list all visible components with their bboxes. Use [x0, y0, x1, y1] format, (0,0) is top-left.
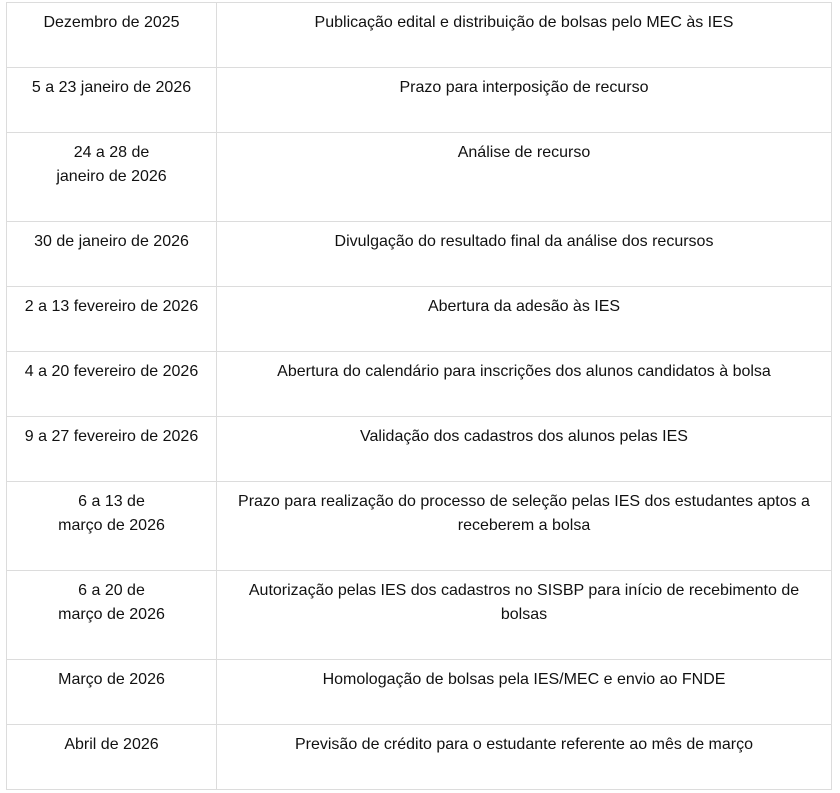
table-row — [7, 571, 832, 660]
description-text: Análise de recurso — [457, 144, 591, 161]
date-text: 5 a 23 janeiro de 2026 — [31, 79, 192, 96]
date-cell — [7, 222, 217, 287]
description-cell — [217, 222, 832, 287]
date-cell — [7, 3, 217, 68]
date-text: Dezembro de 2025 — [43, 14, 180, 31]
table-row — [7, 482, 832, 571]
table-row — [7, 3, 832, 68]
description-cell — [217, 3, 832, 68]
table-row — [7, 287, 832, 352]
description-cell — [217, 68, 832, 133]
description-text: Validação dos cadastros dos alunos pelas IES — [360, 428, 688, 445]
date-cell — [7, 571, 217, 660]
date-text: 30 de janeiro de 2026 — [34, 233, 189, 250]
table-row — [7, 222, 832, 287]
description-cell — [217, 417, 832, 482]
date-text: 4 a 20 fevereiro de 2026 — [24, 363, 199, 380]
description-text: Publicação edital e distribuição de bolsas pelo MEC às IES — [314, 14, 734, 31]
date-text: 24 a 28 de janeiro de 2026 — [56, 144, 167, 185]
date-cell — [7, 287, 217, 352]
date-cell — [7, 725, 217, 790]
description-cell — [217, 725, 832, 790]
date-text: Abril de 2026 — [64, 736, 159, 753]
table-row — [7, 417, 832, 482]
date-cell — [7, 352, 217, 417]
table-row — [7, 133, 832, 222]
date-cell — [7, 660, 217, 725]
date-text: 2 a 13 fevereiro de 2026 — [24, 298, 199, 315]
description-cell — [217, 660, 832, 725]
description-text: Divulgação do resultado final da análise dos recursos — [334, 233, 714, 250]
table-row — [7, 725, 832, 790]
description-cell — [217, 287, 832, 352]
description-text: Previsão de crédito para o estudante referente ao mês de março — [294, 736, 754, 753]
description-text: Prazo para realização do processo de seleção pelas IES dos estudantes aptos a receberem a bolsa — [238, 493, 810, 534]
description-cell — [217, 482, 832, 571]
description-text: Autorização pelas IES dos cadastros no SISBP para início de recebimento de bolsas — [248, 582, 800, 623]
date-cell — [7, 482, 217, 571]
schedule-table — [6, 2, 832, 790]
description-text: Abertura do calendário para inscrições dos alunos candidatos à bolsa — [277, 363, 771, 380]
date-text: 9 a 27 fevereiro de 2026 — [24, 428, 199, 445]
description-cell — [217, 133, 832, 222]
date-cell — [7, 417, 217, 482]
date-cell — [7, 68, 217, 133]
description-text: Abertura da adesão às IES — [427, 298, 621, 315]
date-text: Março de 2026 — [58, 671, 165, 688]
date-text: 6 a 20 de março de 2026 — [58, 582, 165, 623]
description-cell — [217, 352, 832, 417]
description-text: Homologação de bolsas pela IES/MEC e envio ao FNDE — [322, 671, 726, 688]
table-row — [7, 660, 832, 725]
description-cell — [217, 571, 832, 660]
date-cell — [7, 133, 217, 222]
date-text: 6 a 13 de março de 2026 — [58, 493, 165, 534]
description-text: Prazo para interposição de recurso — [399, 79, 649, 96]
table-row — [7, 68, 832, 133]
table-row — [7, 352, 832, 417]
